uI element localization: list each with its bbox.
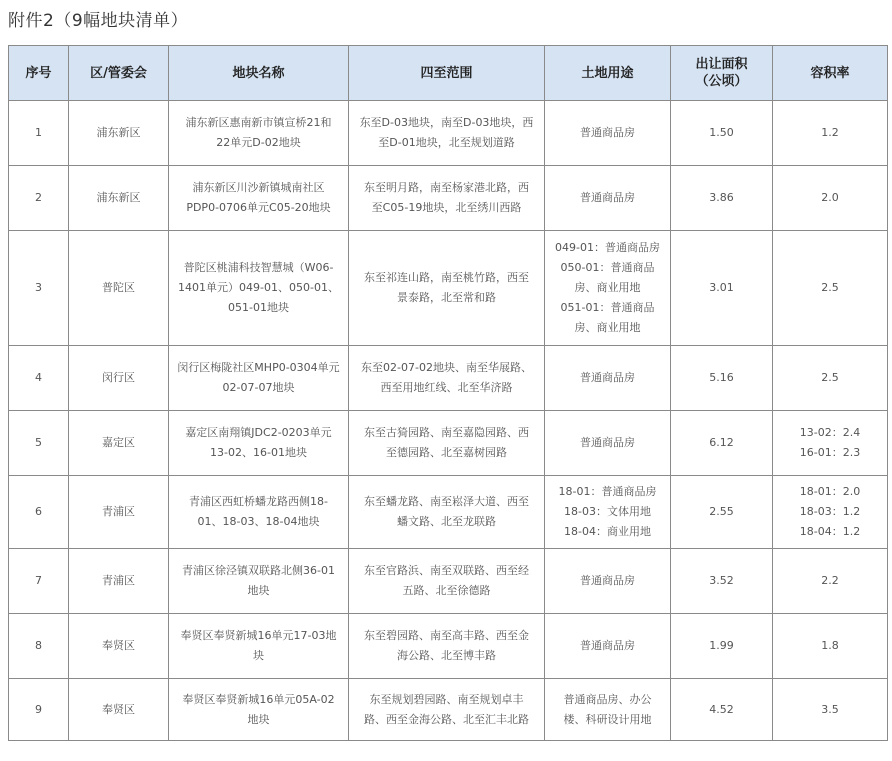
cell-far-line: 16-01：2.3 bbox=[799, 446, 861, 459]
cell-usage-line: 18-03：文体用地 bbox=[564, 505, 651, 518]
cell-far-line: 1.8 bbox=[821, 639, 839, 652]
cell-name bbox=[169, 549, 349, 614]
cell-boundary bbox=[349, 231, 545, 346]
cell-far bbox=[773, 476, 888, 549]
cell-far-line: 18-01：2.0 bbox=[799, 485, 861, 498]
header-area-line1: 出让面积 bbox=[695, 57, 748, 72]
cell-boundary-line: 路、西至金海公路、北至汇丰北路 bbox=[364, 712, 529, 726]
cell-name-line: PDP0-0706单元C05-20地块 bbox=[186, 201, 331, 214]
cell-far-line: 18-03：1.2 bbox=[799, 505, 861, 518]
cell-usage bbox=[545, 101, 671, 166]
table-row bbox=[9, 346, 888, 411]
cell-name-line: 22单元D-02地块 bbox=[216, 136, 301, 149]
cell-name bbox=[169, 411, 349, 476]
cell-boundary-line: 东至碧园路、南至高丰路、西至金 bbox=[364, 629, 529, 642]
cell-far bbox=[773, 346, 888, 411]
cell-boundary-line: 东至D-03地块，南至D-03地块，西 bbox=[359, 116, 534, 129]
cell-usage-line: 楼、科研设计用地 bbox=[563, 712, 652, 726]
cell-name-line: 01、18-03、18-04地块 bbox=[197, 515, 320, 528]
table-header-row bbox=[9, 46, 888, 101]
cell-index: 5 bbox=[9, 411, 69, 476]
cell-usage-line: 普通商品房、办公 bbox=[563, 692, 652, 706]
cell-boundary-line: 东至蟠龙路、南至崧泽大道、西至 bbox=[364, 495, 529, 508]
cell-name-line: 浦东新区川沙新镇城南社区 bbox=[192, 181, 325, 194]
cell-far bbox=[773, 231, 888, 346]
cell-usage-line: 房、商业用地 bbox=[574, 321, 641, 334]
header-usage: 土地用途 bbox=[545, 46, 671, 101]
cell-name-line: 青浦区西虹桥蟠龙路西侧18- bbox=[189, 495, 328, 508]
cell-name-line: 块 bbox=[253, 649, 264, 662]
cell-usage-line: 050-01：普通商品 bbox=[560, 261, 655, 274]
header-area bbox=[671, 46, 773, 101]
cell-usage bbox=[545, 231, 671, 346]
table-row bbox=[9, 411, 888, 476]
cell-name-line: 02-07-07地块 bbox=[222, 381, 295, 394]
cell-district: 嘉定区 bbox=[69, 411, 169, 476]
cell-name-line: 普陀区桃浦科技智慧城（W06- bbox=[183, 261, 334, 274]
cell-usage-line: 房、商业用地 bbox=[574, 281, 641, 294]
cell-name-line: 地块 bbox=[247, 712, 270, 726]
cell-boundary bbox=[349, 101, 545, 166]
cell-usage-line: 18-01：普通商品房 bbox=[558, 485, 657, 498]
cell-index: 3 bbox=[9, 231, 69, 346]
table-row bbox=[9, 101, 888, 166]
table-body bbox=[9, 101, 888, 741]
header-area-line2: （公顷） bbox=[695, 74, 748, 89]
cell-index: 7 bbox=[9, 549, 69, 614]
cell-district: 浦东新区 bbox=[69, 101, 169, 166]
cell-name-line: 闵行区梅陇社区MHP0-0304单元 bbox=[177, 361, 340, 374]
cell-name-line: 青浦区徐泾镇双联路北侧36-01 bbox=[182, 564, 335, 577]
cell-far bbox=[773, 614, 888, 679]
cell-far bbox=[773, 679, 888, 741]
cell-area: 2.55 bbox=[671, 476, 773, 549]
cell-name bbox=[169, 679, 349, 741]
cell-usage-line: 普通商品房 bbox=[580, 639, 635, 652]
cell-area: 1.50 bbox=[671, 101, 773, 166]
cell-usage-line: 18-04：商业用地 bbox=[564, 525, 651, 538]
cell-boundary bbox=[349, 476, 545, 549]
header-boundary: 四至范围 bbox=[349, 46, 545, 101]
table-row bbox=[9, 614, 888, 679]
cell-boundary-line: 东至祁连山路，南至桃竹路，西至 bbox=[364, 271, 529, 284]
cell-boundary-line: 蟠文路、北至龙联路 bbox=[397, 515, 496, 528]
cell-boundary-line: 至D-01地块，北至规划道路 bbox=[378, 136, 515, 149]
cell-usage-line: 普通商品房 bbox=[580, 436, 635, 449]
cell-boundary-line: 东至古猗园路、南至嘉隐园路、西 bbox=[364, 426, 529, 439]
cell-boundary bbox=[349, 679, 545, 741]
cell-far-line: 2.5 bbox=[821, 371, 839, 384]
cell-boundary-line: 海公路、北至博丰路 bbox=[397, 649, 496, 662]
cell-name bbox=[169, 476, 349, 549]
cell-district: 青浦区 bbox=[69, 549, 169, 614]
cell-boundary bbox=[349, 411, 545, 476]
cell-boundary-line: 西至用地红线、北至华济路 bbox=[380, 381, 513, 394]
cell-far bbox=[773, 101, 888, 166]
cell-district: 青浦区 bbox=[69, 476, 169, 549]
cell-far bbox=[773, 411, 888, 476]
cell-boundary-line: 至C05-19地块，北至绣川西路 bbox=[371, 201, 522, 214]
cell-far-line: 2.0 bbox=[821, 191, 839, 204]
table-row bbox=[9, 166, 888, 231]
cell-boundary-line: 至德园路、北至嘉树园路 bbox=[386, 446, 507, 459]
cell-name-line: 13-02、16-01地块 bbox=[210, 446, 307, 459]
cell-usage-line: 049-01：普通商品房 bbox=[555, 241, 660, 254]
cell-name-line: 1401单元）049-01、050-01、 bbox=[178, 281, 339, 294]
cell-far bbox=[773, 166, 888, 231]
table-row bbox=[9, 549, 888, 614]
cell-boundary-line: 东至02-07-02地块、南至华展路、 bbox=[361, 361, 532, 374]
cell-index: 2 bbox=[9, 166, 69, 231]
cell-far-line: 1.2 bbox=[821, 126, 839, 139]
cell-boundary bbox=[349, 614, 545, 679]
cell-area: 5.16 bbox=[671, 346, 773, 411]
cell-area: 3.01 bbox=[671, 231, 773, 346]
cell-far-line: 18-04：1.2 bbox=[799, 525, 861, 538]
cell-district: 奉贤区 bbox=[69, 679, 169, 741]
cell-usage bbox=[545, 476, 671, 549]
cell-name bbox=[169, 346, 349, 411]
cell-boundary-line: 东至规划碧园路、南至规划卓丰 bbox=[369, 692, 524, 706]
cell-usage-line: 普通商品房 bbox=[580, 126, 635, 139]
cell-index: 4 bbox=[9, 346, 69, 411]
page-title: 附件2（9幅地块清单） bbox=[8, 11, 189, 31]
cell-boundary-line: 东至官路浜、南至双联路、西至经 bbox=[364, 564, 529, 577]
cell-boundary-line: 东至明月路，南至杨家港北路，西 bbox=[364, 181, 529, 194]
cell-usage bbox=[545, 614, 671, 679]
cell-name bbox=[169, 614, 349, 679]
land-parcel-table bbox=[8, 45, 888, 741]
cell-name-line: 奉贤区奉贤新城16单元05A-02 bbox=[182, 692, 335, 706]
cell-usage-line: 普通商品房 bbox=[580, 371, 635, 384]
cell-area: 1.99 bbox=[671, 614, 773, 679]
cell-boundary bbox=[349, 346, 545, 411]
cell-usage bbox=[545, 411, 671, 476]
cell-usage-line: 普通商品房 bbox=[580, 574, 635, 587]
cell-name bbox=[169, 231, 349, 346]
cell-usage bbox=[545, 549, 671, 614]
header-district: 区/管委会 bbox=[69, 46, 169, 101]
cell-area: 4.52 bbox=[671, 679, 773, 741]
cell-district: 普陀区 bbox=[69, 231, 169, 346]
cell-area: 6.12 bbox=[671, 411, 773, 476]
cell-boundary-line: 景泰路，北至常和路 bbox=[397, 291, 496, 304]
cell-boundary-line: 五路、北至徐德路 bbox=[402, 584, 491, 597]
cell-far-line: 2.2 bbox=[821, 574, 839, 587]
table-row bbox=[9, 679, 888, 741]
cell-index: 1 bbox=[9, 101, 69, 166]
cell-usage-line: 051-01：普通商品 bbox=[560, 301, 655, 314]
cell-index: 8 bbox=[9, 614, 69, 679]
cell-far-line: 13-02：2.4 bbox=[799, 426, 861, 439]
cell-district: 奉贤区 bbox=[69, 614, 169, 679]
cell-index: 6 bbox=[9, 476, 69, 549]
cell-boundary bbox=[349, 166, 545, 231]
cell-district: 闵行区 bbox=[69, 346, 169, 411]
cell-name-line: 地块 bbox=[247, 584, 270, 597]
cell-name bbox=[169, 101, 349, 166]
cell-far bbox=[773, 549, 888, 614]
header-name: 地块名称 bbox=[169, 46, 349, 101]
cell-area: 3.86 bbox=[671, 166, 773, 231]
header-far: 容积率 bbox=[773, 46, 888, 101]
table-row bbox=[9, 476, 888, 549]
cell-usage-line: 普通商品房 bbox=[580, 191, 635, 204]
table-row bbox=[9, 231, 888, 346]
cell-name-line: 浦东新区惠南新市镇宣桥21和 bbox=[185, 116, 332, 129]
cell-usage bbox=[545, 679, 671, 741]
cell-name bbox=[169, 166, 349, 231]
cell-usage bbox=[545, 346, 671, 411]
cell-far-line: 3.5 bbox=[821, 702, 839, 716]
cell-area: 3.52 bbox=[671, 549, 773, 614]
header-index: 序号 bbox=[9, 46, 69, 101]
cell-district: 浦东新区 bbox=[69, 166, 169, 231]
cell-name-line: 嘉定区南翔镇JDC2-0203单元 bbox=[185, 426, 332, 439]
cell-far-line: 2.5 bbox=[821, 281, 839, 294]
cell-name-line: 奉贤区奉贤新城16单元17-03地 bbox=[180, 629, 337, 642]
cell-name-line: 051-01地块 bbox=[228, 301, 289, 314]
cell-boundary bbox=[349, 549, 545, 614]
cell-index: 9 bbox=[9, 679, 69, 741]
cell-usage bbox=[545, 166, 671, 231]
